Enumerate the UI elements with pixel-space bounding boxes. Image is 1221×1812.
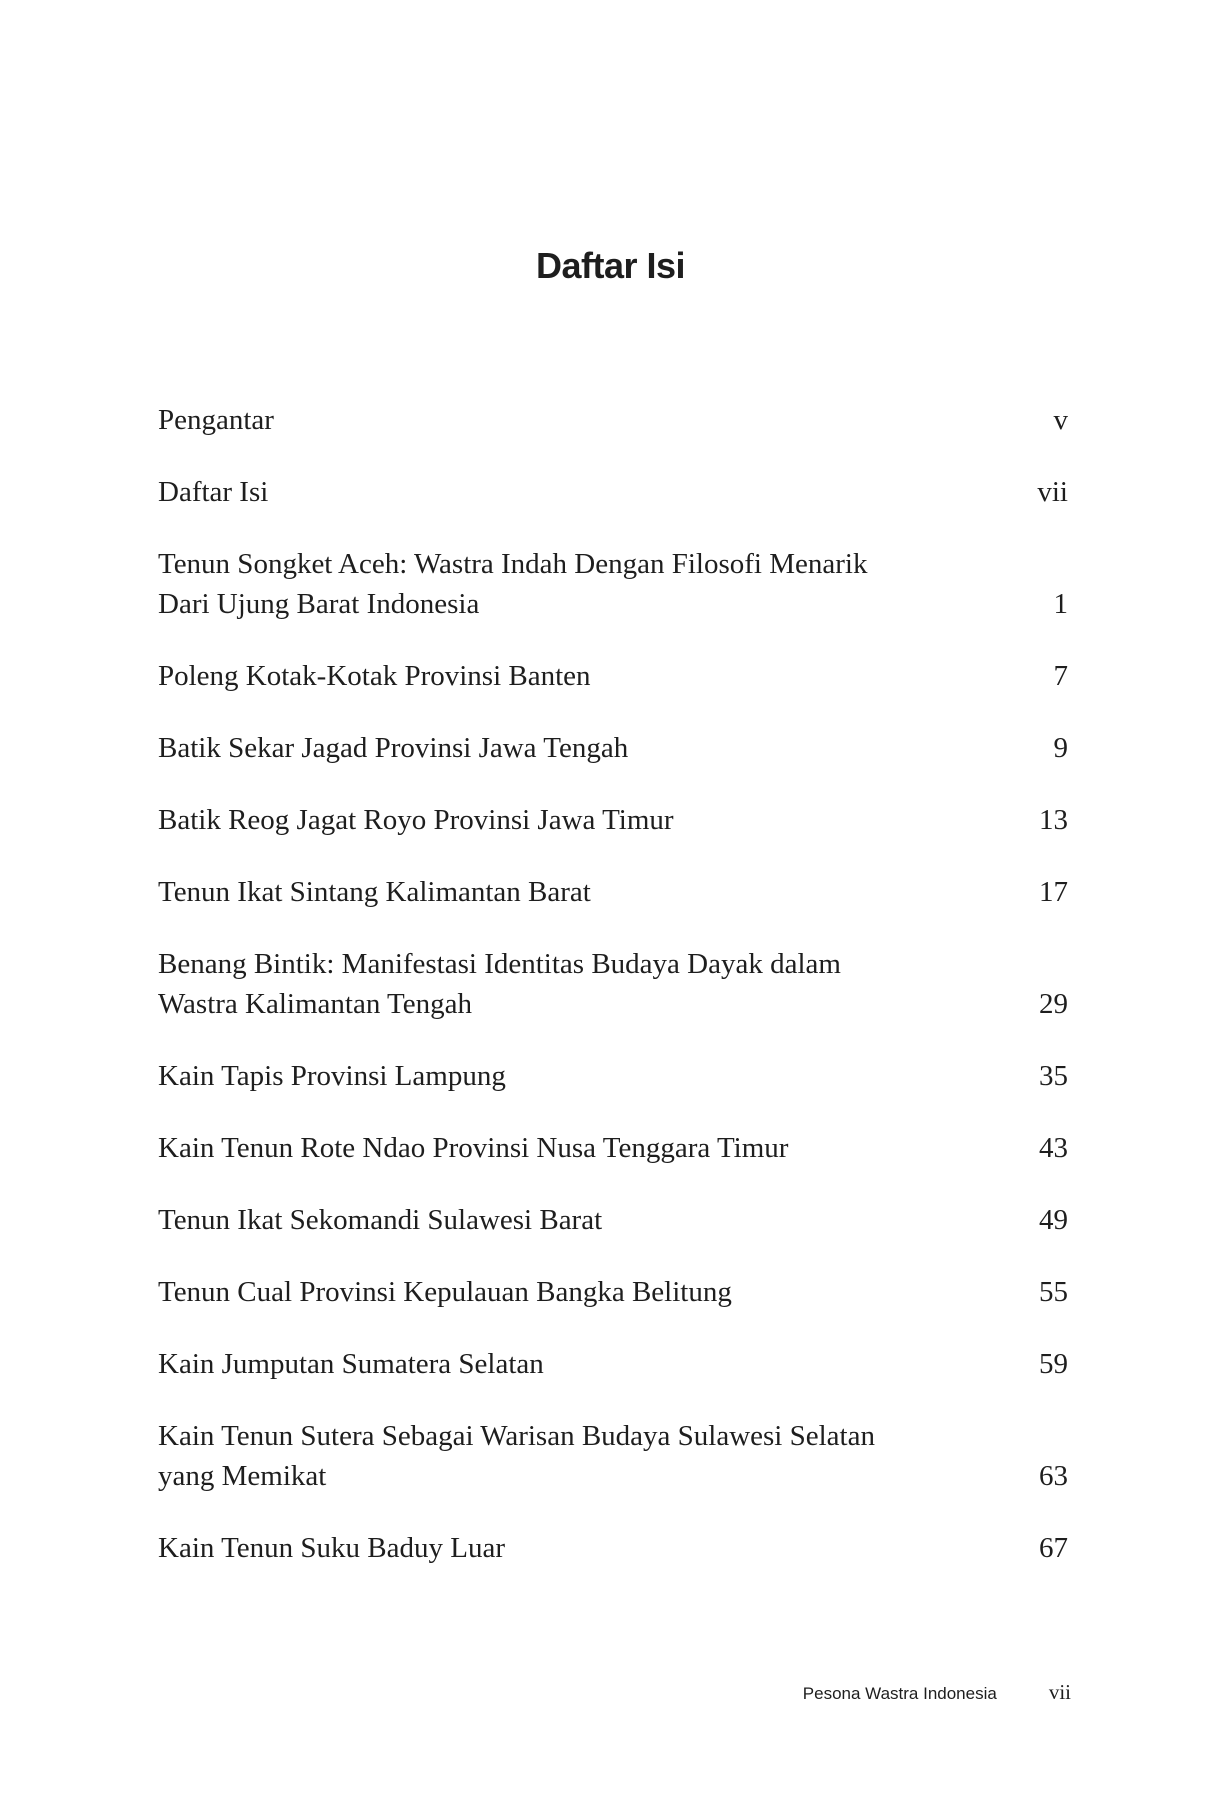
toc-entry-page: v [1053, 404, 1068, 436]
toc-entry-page: 59 [1039, 1348, 1068, 1380]
toc-entry-title [158, 400, 274, 440]
toc-entry-title-line: Poleng Kotak-Kotak Provinsi Banten [158, 660, 591, 692]
toc-entry-page: 7 [1053, 660, 1068, 692]
toc-entry-kain-tapis [158, 1056, 1068, 1096]
toc-entry-page: 43 [1039, 1132, 1068, 1164]
toc-entry-page: 67 [1039, 1532, 1068, 1564]
toc-entry-page: 17 [1039, 876, 1068, 908]
toc-entry-title [158, 1528, 505, 1568]
toc-entry-title [158, 800, 674, 840]
toc-entry-benang-bintik [158, 944, 1068, 1024]
toc-entry-title-line: Tenun Cual Provinsi Kepulauan Bangka Belitung [158, 1276, 732, 1308]
toc-entry-title-line: Tenun Ikat Sekomandi Sulawesi Barat [158, 1204, 603, 1236]
toc-entry-title-line: Tenun Ikat Sintang Kalimantan Barat [158, 876, 591, 908]
footer-page-number: vii [1048, 1680, 1071, 1704]
toc-entry-title-line: Batik Reog Jagat Royo Provinsi Jawa Timur [158, 804, 674, 836]
toc-entry-poleng-banten [158, 656, 1068, 696]
toc-entry-title [158, 728, 628, 768]
toc-entry-title [158, 544, 867, 624]
toc-entry-page: 63 [1039, 1460, 1068, 1492]
toc-entry-pengantar [158, 400, 1068, 440]
toc-entry-page: 35 [1039, 1060, 1068, 1092]
page-title: Daftar Isi [535, 245, 686, 286]
toc-entry-songket-aceh [158, 544, 1068, 624]
toc-entry-page: 13 [1039, 804, 1068, 836]
toc-entry-title [158, 1416, 875, 1496]
toc-entry-title-line: Wastra Kalimantan Tengah [158, 988, 472, 1020]
toc-entry-title [158, 872, 591, 912]
toc-entry-title-line: Kain Tenun Sutera Sebagai Warisan Budaya Sulawesi Selatan [158, 1420, 875, 1452]
toc-entry-title-line: Kain Tapis Provinsi Lampung [158, 1060, 506, 1092]
page-footer [803, 1680, 1071, 1705]
toc-entry-title-line: Tenun Songket Aceh: Wastra Indah Dengan Filosofi Menarik [158, 548, 868, 580]
toc-entry-title [158, 656, 591, 696]
toc-entry-batik-sekar-jagad [158, 728, 1068, 768]
toc-entry-page: 55 [1039, 1276, 1068, 1308]
toc-entry-title-line: Batik Sekar Jagad Provinsi Jawa Tengah [158, 732, 629, 764]
toc-entry-title-line: Benang Bintik: Manifestasi Identitas Budaya Dayak dalam [158, 948, 841, 980]
toc-entry-page: 9 [1053, 732, 1068, 764]
toc-entry-page: 49 [1039, 1204, 1068, 1236]
toc-entry-daftar-isi [158, 472, 1068, 512]
toc-entry-title-line: Kain Tenun Suku Baduy Luar [158, 1532, 505, 1564]
toc-entry-tenun-cual [158, 1272, 1068, 1312]
toc-entry-title [158, 472, 268, 512]
toc-entry-title [158, 1344, 544, 1384]
toc-entry-kain-jumputan [158, 1344, 1068, 1384]
toc-entry-title-line: Pengantar [158, 404, 274, 436]
toc-entry-title-line: Kain Jumputan Sumatera Selatan [158, 1348, 544, 1380]
toc-entry-page: vii [1037, 476, 1068, 508]
toc-entry-title [158, 1200, 602, 1240]
toc-entry-title [158, 1272, 732, 1312]
toc-entry-title [158, 1128, 788, 1168]
toc-entry-tenun-sintang [158, 872, 1068, 912]
toc-entry-title-line: Dari Ujung Barat Indonesia [158, 588, 480, 620]
toc-entry-suku-baduy [158, 1528, 1068, 1568]
toc-entry-page: 1 [1053, 588, 1068, 620]
toc-entry-page: 29 [1039, 988, 1068, 1020]
toc-entry-tenun-sutera [158, 1416, 1068, 1496]
toc-entry-batik-reog [158, 800, 1068, 840]
toc-entry-sekomandi [158, 1200, 1068, 1240]
toc-entry-title-line: Daftar Isi [158, 476, 269, 508]
toc-entry-title [158, 944, 841, 1024]
toc-entry-title [158, 1056, 506, 1096]
toc-entry-rote-ndao [158, 1128, 1068, 1168]
toc-entry-title-line: yang Memikat [158, 1460, 327, 1492]
toc-entry-title-line: Kain Tenun Rote Ndao Provinsi Nusa Tenggara Timur [158, 1132, 789, 1164]
footer-book-title: Pesona Wastra Indonesia [802, 1684, 997, 1703]
table-of-contents [158, 400, 1068, 1600]
